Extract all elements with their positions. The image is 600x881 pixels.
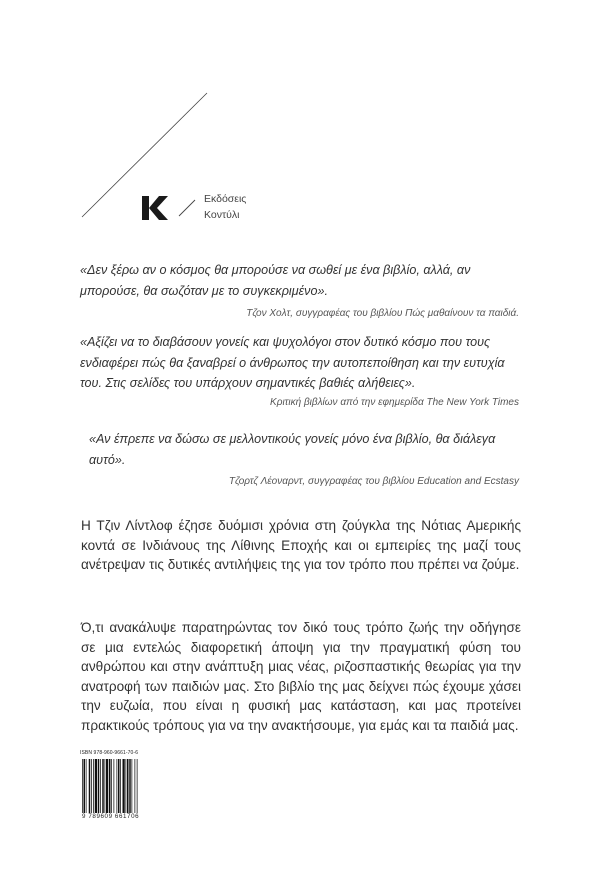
quote-1: «Δεν ξέρω αν ο κόσμος θα μπορούσε να σωθεί με ένα βιβλίο, αλλά, αν μπορούσε, θα σωζόταν με το συγκεκριμένο». bbox=[80, 263, 471, 298]
barcode-icon bbox=[80, 751, 154, 821]
publisher-name-line1: Εκδόσεις bbox=[204, 193, 247, 205]
description-paragraph-1: Η Τζιν Λίντλοφ έζησε δυόμισι χρόνια στη ζούγκλα της Νότιας Αμερικής κοντά σε Ινδιάνους της Λίθινης Εποχής και οι εμπειρίες της μαζί τους ανέτρεψαν τις δυτικές αντιλήψεις της για τον τρόπο που πρέπει να ζούμε. bbox=[81, 518, 521, 572]
description-paragraph-2: Ό,τι ανακάλυψε παρατηρώντας τον δικό τους τρόπο ζωής την οδήγησε σε μια εντελώς διαφορετική άποψη για την πραγματική φύση του ανθρώπου και στην ανάπτυξη μιας νέας, ριζοσπαστικής θεωρίας για την ανατροφή των παιδιών μας. Στο βιβλίο της μας δείχνει πώς έχουμε χάσει την ευζωία, που είναι η φυσική μας κατάσταση, και μας προτείνει πρακτικούς τρόπους για να την ανακτήσουμε, για εμάς και τα παιδιά μας. bbox=[81, 620, 521, 733]
barcode-digits: 9 789609 661706 bbox=[82, 813, 140, 820]
publisher-name-line2: Κοντύλι bbox=[204, 209, 240, 221]
isbn-label: ISBN 978-960-9661-70-6 bbox=[80, 750, 139, 756]
quote-1-attribution: Τζον Χολτ, συγγραφέας του βιβλίου Πώς μαθαίνουν τα παιδιά. bbox=[246, 308, 519, 319]
quote-2: «Αξίζει να το διαβάσουν γονείς και ψυχολόγοι στον δυτικό κόσμο που τους ενδιαφέρει πώς θα ξαναβρεί ο άνθρωπος την αυτοπεποίθηση και την ευτυχία του. Στις σελίδες του υπάρχουν σημαντικές βαθιές αλήθειες». bbox=[80, 335, 505, 390]
quote-2-attribution: Κριτική βιβλίων από την εφημερίδα The New York Times bbox=[270, 397, 519, 408]
publisher-name bbox=[204, 191, 246, 223]
quote-3-attribution: Τζορτζ Λέοναρντ, συγγραφέας του βιβλίου Education and Ecstasy bbox=[228, 476, 519, 487]
quote-3: «Αν έπρεπε να δώσω σε μελλοντικούς γονείς μόνο ένα βιβλίο, θα διάλεγα αυτό». bbox=[89, 432, 496, 467]
publisher-logo bbox=[142, 196, 174, 220]
